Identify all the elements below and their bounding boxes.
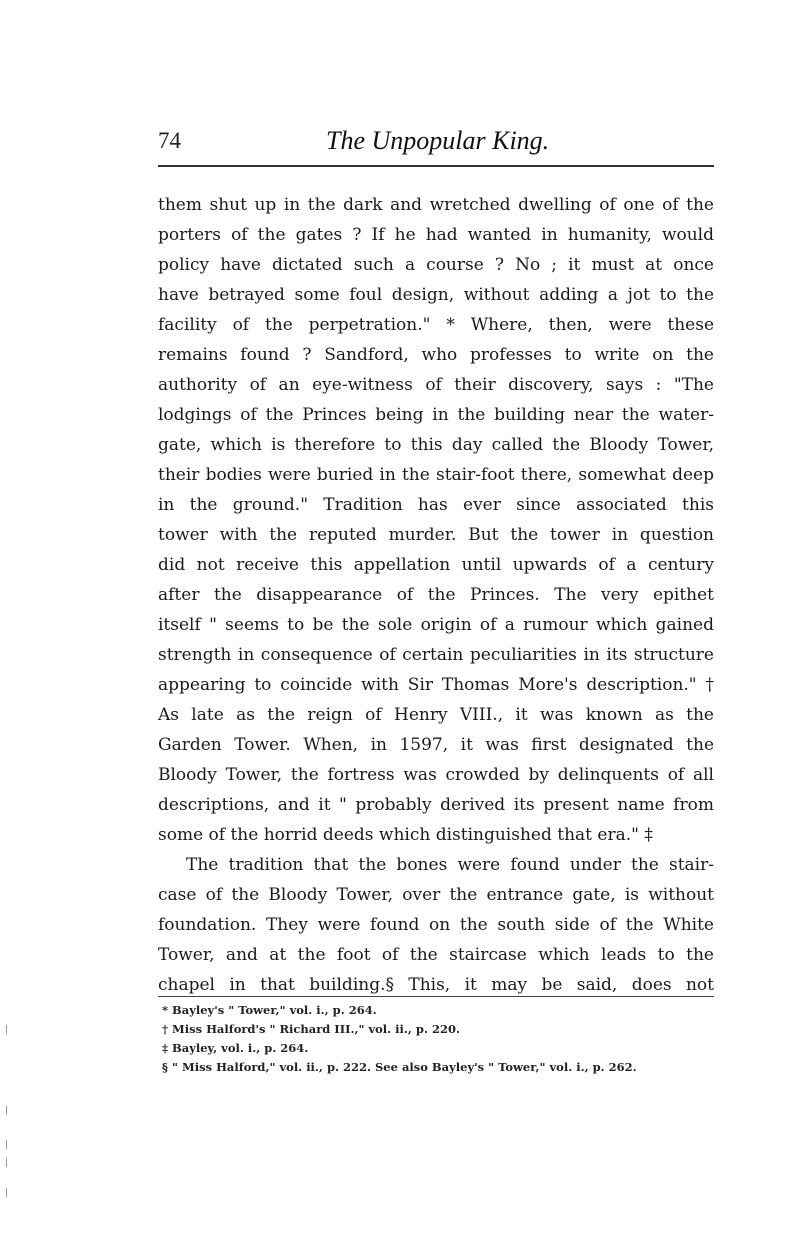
scan-speck: [6, 1140, 7, 1149]
text-line: descriptions, and it " probably derived its present name from: [158, 795, 714, 815]
footnote: ‡ Bayley, vol. i., p. 264.: [162, 1041, 309, 1055]
footnote-rule: [158, 996, 714, 997]
text-line: tower with the reputed murder. But the tower in question: [158, 525, 714, 545]
text-line: As late as the reign of Henry VIII., it was known as the: [158, 705, 714, 725]
text-line: remains found ? Sandford, who professes to write on the: [158, 345, 714, 365]
scan-speck: [6, 1106, 7, 1115]
text-line: strength in consequence of certain peculiarities in its structure: [158, 645, 714, 665]
text-line: itself " seems to be the sole origin of a rumour which gained: [158, 615, 714, 635]
footnotes: [162, 1001, 714, 1077]
text-line: foundation. They were found on the south side of the White: [158, 915, 714, 935]
text-line: Tower, and at the foot of the staircase which leads to the: [158, 945, 714, 965]
scan-margin-marks: [0, 0, 20, 1236]
text-line: in the ground." Tradition has ever since associated this: [158, 495, 714, 515]
text-line: Garden Tower. When, in 1597, it was first designated the: [158, 735, 714, 755]
running-title: The Unpopular King.: [326, 126, 550, 155]
text-line: gate, which is therefore to this day called the Bloody Tower,: [158, 435, 714, 455]
text-line: porters of the gates ? If he had wanted in humanity, would: [158, 225, 714, 245]
text-line: them shut up in the dark and wretched dwelling of one of the: [158, 195, 714, 215]
text-line: appearing to coincide with Sir Thomas More's description." †: [158, 675, 714, 695]
text-line: some of the horrid deeds which distinguished that era." ‡: [158, 825, 653, 845]
page-number: 74: [158, 128, 181, 153]
footnote: § " Miss Halford," vol. ii., p. 222. See also Bayley's " Tower," vol. i., p. 262.: [162, 1060, 637, 1074]
text-line: their bodies were buried in the stair-foot there, somewhat deep: [158, 465, 714, 485]
text-line: Bloody Tower, the fortress was crowded by delinquents of all: [158, 765, 714, 785]
text-line: chapel in that building.§ This, it may be said, does not: [158, 975, 714, 995]
paragraph-first-line: The tradition that the bones were found under the stair-: [186, 855, 714, 875]
scan-speck: [6, 1188, 7, 1197]
text-line: case of the Bloody Tower, over the entrance gate, is without: [158, 885, 714, 905]
page-header: [158, 126, 714, 158]
text-line: policy have dictated such a course ? No ; it must at once: [158, 255, 714, 275]
text-line: have betrayed some foul design, without adding a jot to the: [158, 285, 714, 305]
body-text: [158, 190, 714, 1000]
footnote: * Bayley's " Tower," vol. i., p. 264.: [162, 1003, 377, 1017]
footnote: † Miss Halford's " Richard III.," vol. ii., p. 220.: [162, 1022, 460, 1036]
scan-speck: [6, 1158, 7, 1167]
text-line: did not receive this appellation until upwards of a century: [158, 555, 714, 575]
text-line: after the disappearance of the Princes. The very epithet: [158, 585, 714, 605]
text-line: lodgings of the Princes being in the building near the water-: [158, 405, 714, 425]
text-line: facility of the perpetration." * Where, then, were these: [158, 315, 714, 335]
scan-speck: [6, 1025, 7, 1034]
text-line: authority of an eye-witness of their discovery, says : "The: [158, 375, 714, 395]
header-rule: [158, 165, 714, 167]
